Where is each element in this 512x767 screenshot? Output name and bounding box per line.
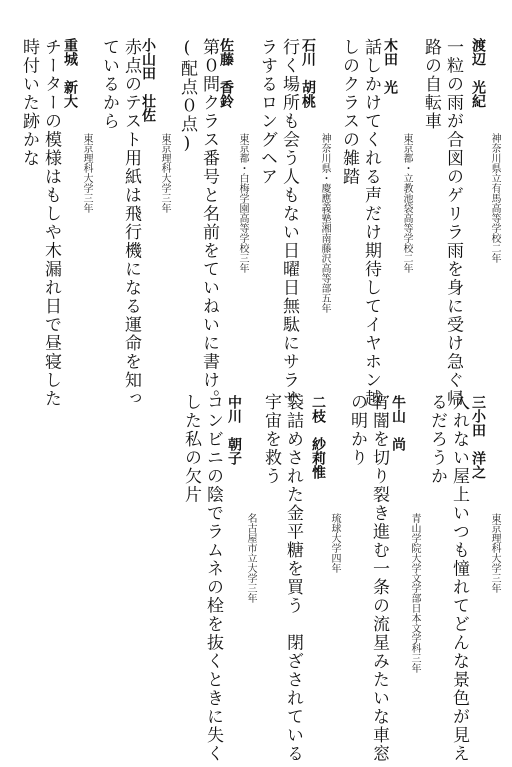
author-school: 東京都・白梅学園高等学校三年 [237,133,248,273]
author-school: 東京理科大学三年 [489,513,500,593]
author-school: 青山学院大学文学部日本文学科三年 [409,513,420,673]
author-name: 二枝 紗莉惟 [310,395,326,479]
author-name: 佐藤 香鈴 [218,38,234,108]
author-name: 中川 朝子 [226,395,242,465]
author-name: 木田 光 [382,38,398,94]
poem-text: 袋詰めされた金平糖を買う 閉ざされている宇宙を救う [261,393,303,763]
author-name: 三小田 洋之 [470,395,486,479]
author-name: 石川 胡桃 [300,38,316,108]
author-school: 名古屋市立大学三年 [245,513,256,603]
poem-text: 宵闇を切り裂き進む一条の流星みたいな車窓の明かり [347,393,389,763]
poem-text: 第０問クラス番号と名前をていねいに書け。(配点０点) [177,38,219,408]
author-school: 神奈川県立有馬高等学校二年 [489,133,500,263]
poem-text: チーターの模様はもしや木漏れ日で昼寝した時付いた跡かな [19,38,61,408]
author-school: 東京理科大学三年 [81,133,92,213]
poem-text: 行く場所も会う人もない日曜日無駄にサラサラするロングヘア [257,38,299,408]
author-name: 重城 新大 [62,38,78,108]
poem-text: 入れない屋上いつも憧れてどんな景色が見えるだろうか [427,393,469,763]
author-school: 神奈川県・慶應義塾湘南藤沢高等部五年 [319,133,330,313]
author-school: 東京理科大学三年 [159,133,170,213]
poem-text: 一粒の雨が合図のゲリラ雨を身に受け急ぐ帰路の自転車 [421,38,463,408]
author-school: 東京都・立教池袋高等学校二年 [401,133,412,273]
author-name: 牛山 尚 [390,395,406,451]
poem-text: 話しかけてくれる声だけ期待してイヤホン越しのクラスの雑踏 [339,38,381,408]
poem-text: コンビニの陰でラムネの栓を抜くときに失くした私の欠片 [181,393,223,763]
author-name: 渡辺 光紀 [470,38,486,108]
author-school: 琉球大学四年 [329,513,340,573]
author-name: 小山田 壮佐 [140,38,156,122]
poem-text: 赤点のテスト用紙は飛行機になる運命を知っているから [99,38,141,408]
